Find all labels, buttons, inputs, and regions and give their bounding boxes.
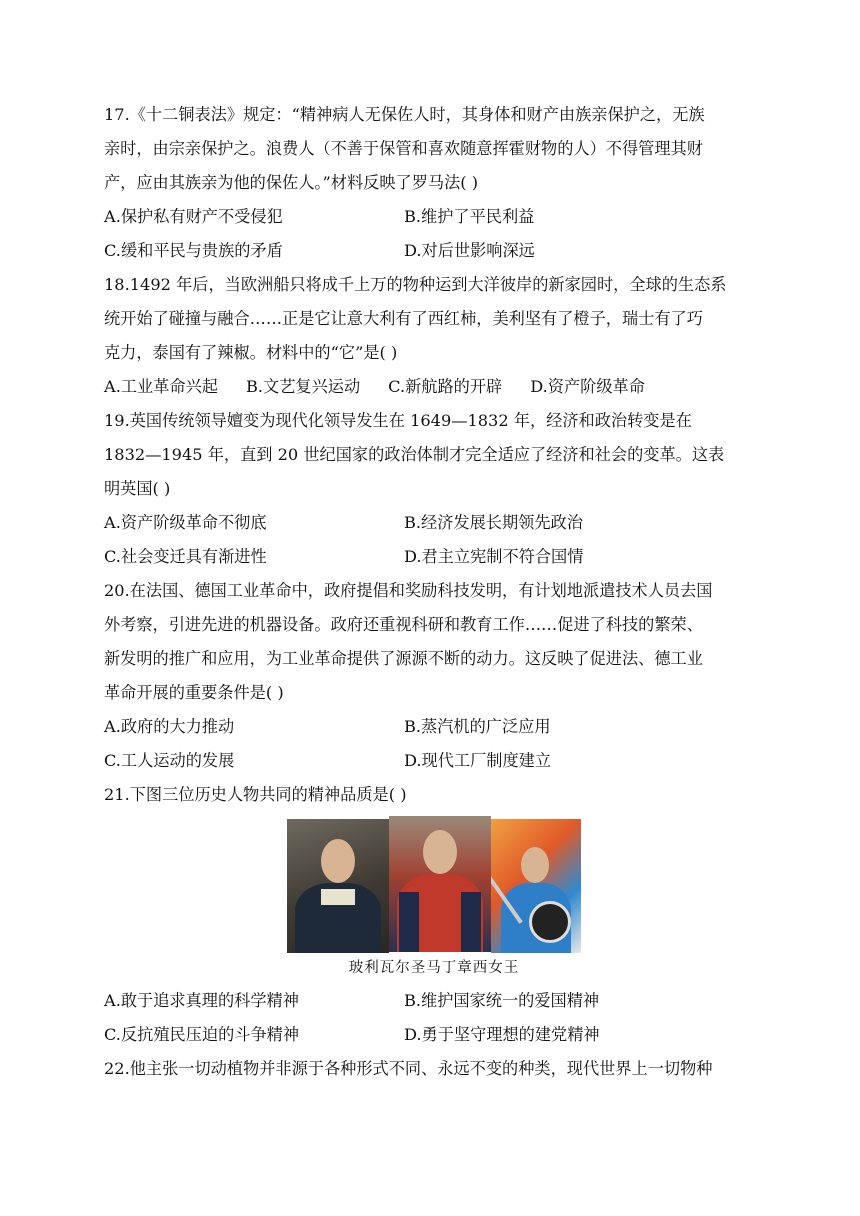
question-17-options-row-1	[104, 200, 764, 234]
question-20-line-1: 20.在法国、德国工业革命中，政府提倡和奖励科技发明，有计划地派遣技术人员去国	[104, 581, 713, 600]
question-18-options	[104, 370, 764, 404]
portrait-rani-of-jhansi	[491, 819, 581, 953]
option-a[interactable]: A.保护私有财产不受侵犯	[104, 207, 283, 226]
question-19-line-1: 19.英国传统领导嬗变为现代化领导发生在 1649—1832 年，经济和政治转变是在	[104, 411, 692, 430]
question-18-line-2: 统开始了碰撞与融合……正是它让意大利有了西红柿，美利坚有了橙子，瑞士有了巧	[104, 309, 703, 328]
question-17	[104, 98, 764, 268]
question-20-options-row-1	[104, 710, 764, 744]
question-21-options-row-1	[104, 984, 764, 1018]
question-20-line-2: 外考察，引进先进的机器设备。政府还重视科研和教育工作……促进了科技的繁荣、	[104, 615, 703, 634]
question-17-line-1: 17.《十二铜表法》规定：“精神病人无保佐人时，其身体和财产由族亲保护之，无族	[104, 105, 705, 124]
option-a[interactable]: A.资产阶级革命不彻底	[104, 513, 267, 532]
question-21	[104, 778, 764, 1052]
portrait-bolivar	[287, 819, 389, 953]
question-18-line-1: 18.1492 年后，当欧洲船只将成千上万的物种运到大洋彼岸的新家园时，全球的生态系	[104, 275, 727, 294]
question-20-options-row-2	[104, 744, 764, 778]
figure-caption: 玻利瓦尔圣马丁章西女王	[348, 960, 520, 976]
question-20	[104, 574, 764, 778]
question-17-line-3: 产，应由其族亲为他的保佐人。”材料反映了罗马法( )	[104, 173, 479, 192]
exam-page	[104, 98, 764, 1086]
question-22-line-1: 22.他主张一切动植物并非源于各种形式不同、永远不变的种类，现代世界上一切物种	[104, 1059, 713, 1078]
question-22	[104, 1052, 764, 1086]
question-19-options-row-1	[104, 506, 764, 540]
option-c[interactable]: C.新航路的开辟	[388, 377, 503, 396]
option-c[interactable]: C.反抗殖民压迫的斗争精神	[104, 1025, 300, 1044]
option-d[interactable]: D.现代工厂制度建立	[404, 751, 552, 770]
question-20-line-4: 革命开展的重要条件是( )	[104, 683, 284, 702]
option-a[interactable]: A.敢于追求真理的科学精神	[104, 991, 299, 1010]
option-d[interactable]: D.资产阶级革命	[530, 377, 645, 396]
question-17-options-row-2	[104, 234, 764, 268]
portraits-figure	[104, 816, 764, 952]
question-19-line-3: 明英国( )	[104, 479, 171, 498]
question-19	[104, 404, 764, 574]
question-18	[104, 268, 764, 404]
option-a[interactable]: A.政府的大力推动	[104, 717, 235, 736]
question-19-options-row-2	[104, 540, 764, 574]
option-c[interactable]: C.社会变迁具有渐进性	[104, 547, 267, 566]
option-d[interactable]: D.君主立宪制不符合国情	[404, 547, 584, 566]
portrait-san-martin	[389, 816, 491, 952]
option-c[interactable]: C.工人运动的发展	[104, 751, 235, 770]
option-a[interactable]: A.工业革命兴起	[104, 377, 218, 396]
question-18-line-3: 克力，泰国有了辣椒。材料中的“它”是( )	[104, 343, 398, 362]
question-17-line-2: 亲时，由宗亲保护之。浪费人（不善于保管和喜欢随意挥霍财物的人）不得管理其财	[104, 139, 703, 158]
question-21-line-1: 21.下图三位历史人物共同的精神品质是( )	[104, 785, 407, 804]
option-d[interactable]: D.对后世影响深远	[404, 241, 535, 260]
question-19-line-2: 1832—1945 年，直到 20 世纪国家的政治体制才完全适应了经济和社会的变革。这表	[104, 445, 725, 464]
question-20-line-3: 新发明的推广和应用，为工业革命提供了源源不断的动力。这反映了促进法、德工业	[104, 649, 703, 668]
option-b[interactable]: B.蒸汽机的广泛应用	[404, 717, 551, 736]
option-b[interactable]: B.文艺复兴运动	[245, 377, 361, 396]
option-c[interactable]: C.缓和平民与贵族的矛盾	[104, 241, 283, 260]
option-b[interactable]: B.维护了平民利益	[404, 207, 535, 226]
option-b[interactable]: B.维护国家统一的爱国精神	[404, 991, 600, 1010]
question-21-options-row-2	[104, 1018, 764, 1052]
option-d[interactable]: D.勇于坚守理想的建党精神	[404, 1025, 600, 1044]
option-b[interactable]: B.经济发展长期领先政治	[404, 513, 583, 532]
